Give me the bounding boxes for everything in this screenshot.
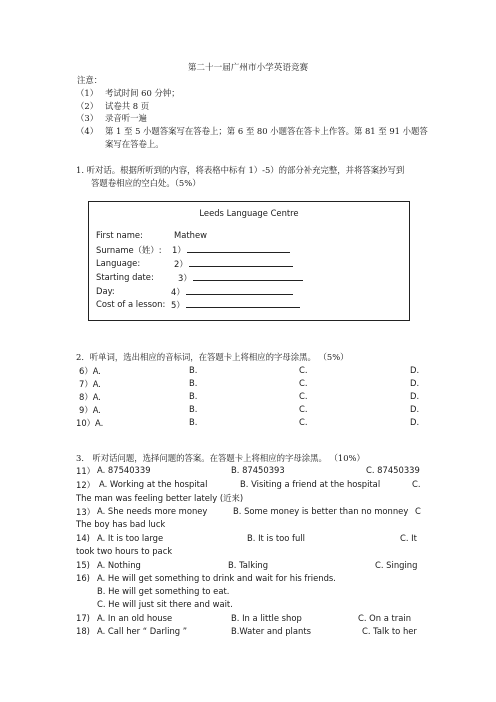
starting-date-answer-blank[interactable] <box>193 272 303 281</box>
option-c: C. Talk to her <box>362 626 417 636</box>
option-a: A. 87540339 <box>97 465 151 475</box>
question-number: 17) <box>76 613 90 623</box>
option-c: C. <box>412 479 421 489</box>
option-c: C. <box>299 391 308 401</box>
day-answer-blank[interactable] <box>186 286 293 295</box>
option-b: B. <box>189 378 198 388</box>
note-text: 考试时间 60 分钟； <box>105 88 180 98</box>
surname-answer-blank[interactable] <box>187 244 290 253</box>
option-a: A. She needs more money <box>97 506 208 516</box>
note-num: （4） <box>76 126 99 136</box>
note-num: （3） <box>76 113 99 123</box>
part3-instruction: 3． 听对话问题，选择问题的答案。在答题卡上将相应的字母涂黑。 （10%） <box>76 453 365 463</box>
option-b: B. <box>189 365 198 375</box>
option-d: D. <box>410 404 420 414</box>
option-b: B. It is too full <box>247 533 305 543</box>
option-a: A. In an old house <box>97 613 173 623</box>
option-c: C <box>415 506 421 516</box>
option-c: C. He will just sit there and wait. <box>97 599 233 609</box>
option-a: 10）A. <box>76 418 104 428</box>
note-text: 试卷共 8 页 <box>105 101 150 111</box>
first-name-value: Mathew <box>174 230 207 240</box>
blank-number: 3） <box>178 273 192 283</box>
option-b: B. <box>189 391 198 401</box>
option-b: B. <box>189 404 198 414</box>
blank-number: 4） <box>171 287 185 297</box>
option-b: B. Talking <box>228 560 269 570</box>
option-c-text: took two hours to pack <box>76 546 173 556</box>
option-a: A. Call her “ Darling ” <box>97 626 188 636</box>
note-num: （1） <box>76 88 99 98</box>
note-text: 第 1 至 5 小题答案写在答卷上；第 6 至 80 小题答在答卡上作答。第 81 至 91 小题答 <box>105 126 428 136</box>
note-text: 录音听一遍 <box>105 113 147 123</box>
question-number: 18) <box>76 626 90 636</box>
cost-label: Cost of a lesson: <box>96 299 166 309</box>
option-b: B. Visiting a friend at the hospital <box>240 479 381 489</box>
note-num: （2） <box>76 101 99 111</box>
question-number: 15) <box>76 560 90 570</box>
question-number: 13） <box>76 507 96 517</box>
option-a: A. He will get something to drink and wait for his friends. <box>97 573 336 583</box>
option-c: C. <box>299 404 308 414</box>
option-d: D. <box>410 391 420 401</box>
option-c-text: The man was feeling better lately (近来) <box>76 493 244 503</box>
day-label: Day: <box>96 286 115 296</box>
option-a: A. It is too large <box>97 533 164 543</box>
first-name-label: First name: <box>96 230 143 240</box>
question-number: 14) <box>76 533 90 543</box>
option-a: 8）A. <box>79 392 101 402</box>
option-b: B. Some money is better than no monney <box>233 506 409 516</box>
notes-heading: 注意： <box>77 75 103 85</box>
part1-instruction-cont: 答题卷相应的空白处。（5%） <box>91 178 201 188</box>
option-b: B. He will get something to eat. <box>97 586 230 596</box>
option-c: C. 87450339 <box>366 465 420 475</box>
option-d: D. <box>410 378 420 388</box>
cost-answer-blank[interactable] <box>186 299 300 308</box>
option-a: A. Working at the hospital <box>99 479 208 489</box>
option-a: 7）A. <box>79 379 101 389</box>
blank-number: 5） <box>171 300 185 310</box>
blank-number: 2） <box>174 259 188 269</box>
question-number: 12） <box>76 480 96 490</box>
option-c: C. It <box>400 533 417 543</box>
option-c-text: The boy has bad luck <box>76 519 166 529</box>
option-b: B.Water and plants <box>231 626 311 636</box>
part1-instruction: 1. 听对话。根据所听到的内容，将表格中标有 1）-5）的部分补充完整，并将答案抄写到 <box>76 165 405 175</box>
option-d: D. <box>410 417 420 427</box>
option-b: B. 87450393 <box>231 465 285 475</box>
question-number: 16) <box>76 573 90 583</box>
part2-instruction: 2．听单词，选出相应的音标词，在答题卡上将相应的字母涂黑。 （5%） <box>76 352 349 362</box>
starting-date-label: Starting date: <box>96 272 154 282</box>
blank-number: 1） <box>172 245 186 255</box>
option-b: B. In a little shop <box>231 613 302 623</box>
option-a: 6）A. <box>79 366 101 376</box>
option-c: C. Singing <box>375 560 418 570</box>
note-text-cont: 案写在答卷上。 <box>105 139 164 149</box>
surname-label: Surname（姓）: <box>96 245 162 255</box>
option-a: 9）A. <box>79 405 101 415</box>
form-title: Leeds Language Centre <box>199 208 299 218</box>
language-label: Language: <box>96 258 141 268</box>
option-c: C. <box>299 417 308 427</box>
language-answer-blank[interactable] <box>189 258 293 267</box>
option-c: C. <box>299 378 308 388</box>
option-d: D. <box>410 365 420 375</box>
option-c: C. <box>299 365 308 375</box>
question-number: 11） <box>76 466 96 476</box>
option-c: C. On a train <box>358 613 412 623</box>
page-title: 第二十一届广州市小学英语竞赛 <box>187 63 309 73</box>
option-a: A. Nothing <box>97 560 141 570</box>
option-b: B. <box>189 417 198 427</box>
